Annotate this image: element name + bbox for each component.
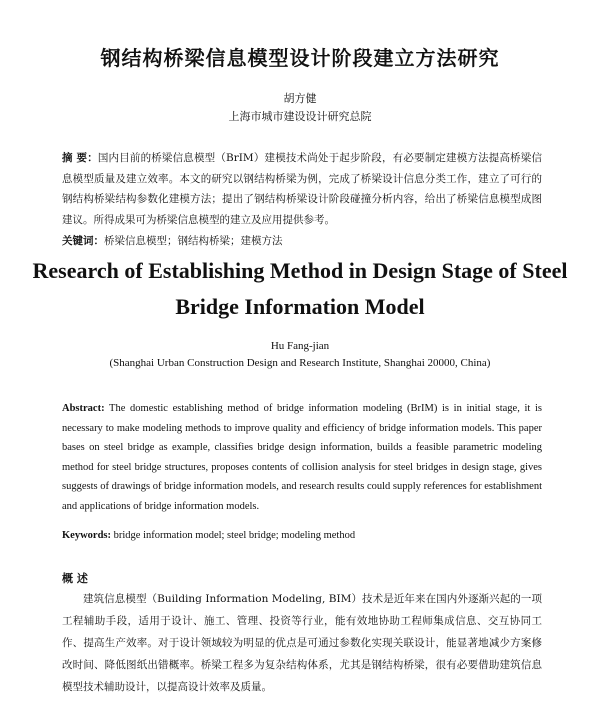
english-abstract (62, 399, 542, 517)
section-body-overview: 建筑信息模型（Building Information Modeling, BIM）技术是近年来在国内外逐渐兴起的一项工程辅助手段，适用于设计、施工、管理、投资等行业，能有效地协助工程师集成信息、交互协同工作、提高生产效率。对于设计领域较为明显的优点是可通过参数化实现关联设计，能显著地减少方案修改时间、降低图纸出错概率。桥梁工程多为复杂结构体系，尤其是钢结构桥梁，很有必要借助建筑信息模型技术辅助设计，以提高设计效率及质量。 (62, 593, 542, 693)
english-affiliation: (Shanghai Urban Construction Design and Research Institute, Shanghai 20000, China) (109, 357, 491, 369)
chinese-abstract-text: 国内目前的桥梁信息模型（BrIM）建模技术尚处于起步阶段，有必要制定建模方法提高桥梁信息模型质量及建立效率。本文的研究以钢结构桥梁为例，完成了桥梁设计信息分类工作，建立了可行的钢结构桥梁结构参数化建模方法；提出了钢结构桥梁设计阶段碰撞分析内容，给出了桥梁信息模型成图建议。所得成果可为桥梁信息模型的建立及应用提供参考。 (62, 152, 542, 226)
english-title-line1: Research of Establishing Method in Design Stage of Steel (32, 258, 568, 283)
english-keywords-text: bridge information model; steel bridge; modeling method (113, 530, 356, 541)
chinese-author: 胡方健 (283, 92, 317, 105)
chinese-keywords-text: 桥梁信息模型；钢结构桥梁；建模方法 (104, 235, 283, 247)
chinese-keywords (62, 231, 542, 252)
english-abstract-label: Abstract: (62, 403, 105, 414)
chinese-affiliation: 上海市城市建设设计研究总院 (228, 110, 372, 123)
chinese-abstract (62, 148, 542, 230)
english-author: Hu Fang-jian (270, 340, 330, 352)
english-keywords (62, 526, 542, 546)
section-heading-overview: 概 述 (62, 572, 88, 585)
chinese-keywords-label: 关键词： (62, 235, 104, 247)
english-title-line2: Bridge Information Model (175, 294, 425, 319)
chinese-abstract-label: 摘 要： (62, 152, 98, 164)
english-keywords-label: Keywords: (62, 530, 111, 541)
english-abstract-text: The domestic establishing method of bridge information modeling (BrIM) is in initial stage, it is necessary to make modeling methods to improve quality and efficiency of bridge information models. This paper bases on steel bridge as example, classifies bridge design information, builds a feasible parametric modeling method for steel bridge structures, proposes contents of collision analysis for steel bridges in design stage, gives suggests of drawings of bridge information models, and research results could supply references for establishment and applications of bridge information models. (62, 403, 542, 512)
chinese-title: 钢结构桥梁信息模型设计阶段建立方法研究 (100, 46, 500, 70)
